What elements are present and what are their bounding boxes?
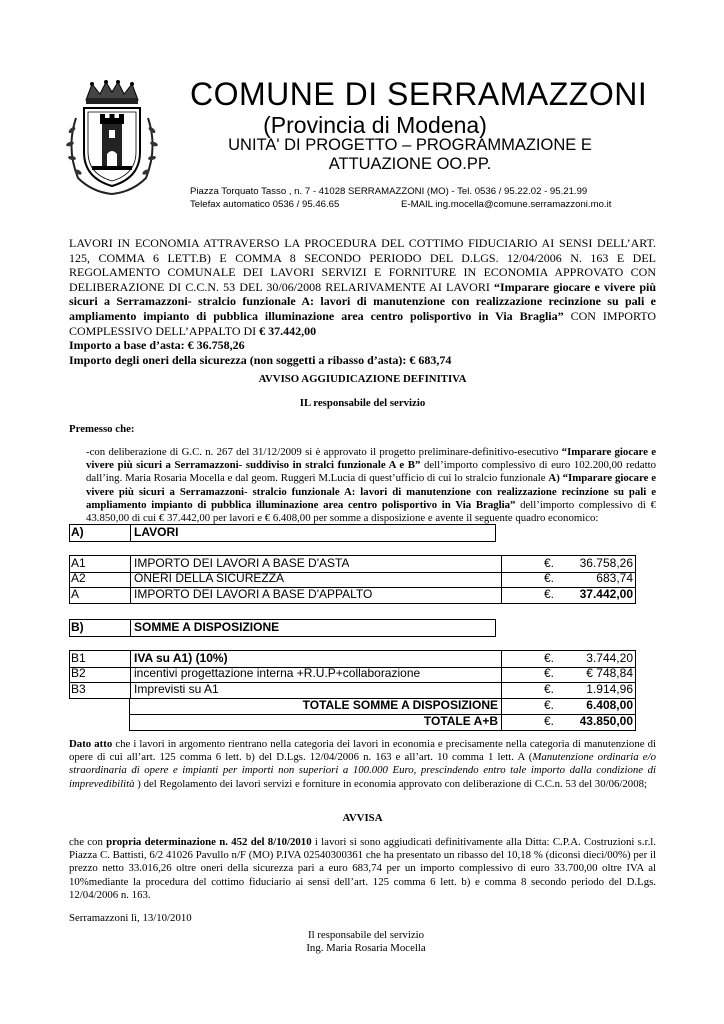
row-code: A2: [71, 571, 86, 585]
premise-project-title: “Imparare giocare e vivere più sicuri a Serramazzoni- suddiviso in stralci funzionale A e B”: [86, 446, 656, 472]
row-currency: €.: [544, 571, 555, 585]
dato-atto-paragraph: [69, 738, 656, 791]
total-somme-amount: 6.408,00: [586, 698, 633, 712]
base-amount-line: Importo a base d’asta: € 36.758,26: [69, 338, 245, 353]
avvisa-determination: propria determinazione n. 452 del 8/10/2010: [106, 836, 312, 848]
row-amount: 683,74: [596, 571, 633, 585]
premise-paragraph: [86, 446, 656, 525]
dato-atto-italic: Manutenzione ordinaria e/o straordinaria di opere e impianti per importi non superiori a 100.000 Euro, prescindendo entro tale importo dalla condizione di imprevedibilità: [69, 751, 656, 790]
row-code: B2: [71, 666, 86, 680]
total-somme-currency: €.: [544, 698, 555, 712]
place-date: Serramazzoni lì, 13/10/2010: [69, 912, 192, 924]
premesso-heading: Premesso che:: [69, 423, 135, 435]
row-currency: €.: [544, 587, 555, 601]
intro-tail: CON IMPORTO COMPLESSIVO DELL’APPALTO DI: [69, 308, 657, 338]
row-description: Imprevisti su A1: [134, 682, 219, 696]
row-code: B1: [71, 651, 86, 665]
contact-line: [190, 199, 612, 210]
intro-project-title: “Imparare giocare e vivere più sicuri a Serramazzoni- stralcio funzionale A: lavori di manutenzione con realizzazione recinzione su pali e ampliamento impianto di pubblica illuminazione area centro polisportivo in Via Braglia”: [69, 279, 656, 323]
municipal-coat-of-arms-tower-icon: [62, 78, 162, 196]
section-a-code: A): [71, 525, 84, 539]
municipality-title: COMUNE DI SERRAMAZZONI: [190, 76, 648, 112]
premise-text-2: dell’importo complessivo di euro 102.200,00 redatto dall’ing. Maria Rosaria Mocella e dal geom. Ruggeri M.Lucia di quest’ufficio di cui lo stralcio funzionale: [86, 459, 656, 485]
row-amount: 1.914,96: [586, 682, 633, 696]
row-currency: €.: [544, 682, 555, 696]
row-amount: 3.744,20: [586, 651, 633, 665]
fax-number: Telefax automatico 0536 / 95.46.65: [190, 199, 340, 210]
row-currency: €.: [544, 556, 555, 570]
signature-role: Il responsabile del servizio: [307, 929, 425, 941]
table-row: [69, 571, 636, 588]
province-subtitle: (Provincia di Modena): [263, 112, 487, 138]
section-b-header: [69, 619, 496, 637]
total-ab-row: [129, 714, 636, 731]
total-somme-label: TOTALE SOMME A DISPOSIZIONE: [302, 698, 498, 712]
department-line-1: UNITA' DI PROGETTO – PROGRAMMAZIONE E: [228, 136, 592, 154]
total-ab-currency: €.: [544, 714, 555, 728]
row-description: ONERI DELLA SICUREZZA: [134, 571, 285, 585]
row-code: B3: [71, 682, 86, 696]
total-ab-label: TOTALE A+B: [423, 714, 498, 728]
section-b-title: SOMME A DISPOSIZIONE: [134, 620, 280, 634]
avvisa-paragraph: [69, 836, 656, 902]
section-b-code: B): [71, 620, 84, 634]
row-description: IMPORTO DEI LAVORI A BASE D'APPALTO: [134, 587, 373, 601]
row-currency: €.: [544, 651, 555, 665]
avvisa-text-2: i lavori si sono aggiudicati definitivamente alla Ditta: C.P.A. Costruzioni s.r.l. Piazza C. Battisti, 6/2 41026 Pavullo n/F (MO) P.IVA 02540300361 che ha presentato un ribasso del 10,18 % (diconsi dieci/00%) per il prezzo netto 33.016,26 oltre oneri della sicurezza pari a euro 683,74 per un importo complessivo di euro 33.700,00 oltre IVA al 10%mediante la procedura del cottimo fiduciario ai sensi dell’art. 125 comma 6 lett. b) e comma 8 secondo periodo del D.Lgs. 12/04/2006 n. 163.: [69, 836, 656, 901]
email-address: E-MAIL ing.mocella@comune.serramazzoni.mo.it: [401, 199, 612, 210]
row-amount: 36.758,26: [579, 556, 633, 570]
dato-atto-text-1: che i lavori in argomento rientrano nella categoria dei lavori in economia e precisamente nella categoria di manutenzione di opere di cui all’art. 125 comma 6 lett. b) del D.Lgs. 12/04/2006 n. 163 e all’art. 10 comma 1 lett. A (: [69, 738, 656, 764]
table-row: [69, 666, 636, 683]
section-a-title: LAVORI: [134, 525, 179, 539]
row-description: IVA su A1) (10%): [134, 651, 228, 665]
section-a-header: [69, 524, 496, 542]
total-ab-amount: 43.850,00: [579, 714, 633, 728]
row-amount: 37.442,00: [579, 587, 633, 601]
row-description: incentivi progettazione interna +R.U.P+collaborazione: [134, 666, 421, 680]
intro-text: LAVORI IN ECONOMIA ATTRAVERSO LA PROCEDURA DEL COTTIMO FIDUCIARIO AI SENSI DELL’ART. 125, COMMA 6 LETT.B) E COMMA 8 SECONDO PERIODO DEL D.LGS. 12/04/2006 N. 163 E DEL REGOLAMENTO COMUNALE DEI LAVORI SERVIZI E FORNITURE IN ECONOMIA APPROVATO CON DELIBERAZIONE DI C.C.N. 53 DEL 30/06/2008 RELARIVAMENTE AI LAVORI: [69, 236, 656, 294]
total-somme-row: [129, 698, 636, 715]
department-line-2: ATTUAZIONE OO.PP.: [328, 155, 492, 173]
premise-stralcio-title: A) “Imparare giocare e vivere più sicuri a Serramazzoni- stralcio funzionale A: lavori di manutenzione con realizzazione recinzione su pali e ampliamento impianto di pubblica illuminazione area centro polisportivo in Via Braglia”: [86, 472, 656, 511]
intro-paragraph: [69, 236, 656, 367]
dato-atto-text-2: ) del Regolamento dei lavori servizi e forniture in economia approvato con deliberazione di C.C.n. 53 del 30/06/2008;: [134, 777, 647, 790]
table-row: [69, 682, 636, 699]
intro-total-amount: € 37.442,00: [259, 323, 317, 338]
row-amount: € 748,84: [586, 666, 633, 680]
row-currency: €.: [544, 666, 555, 680]
row-description: IMPORTO DEI LAVORI A BASE D'ASTA: [134, 556, 350, 570]
premise-text-1: -con deliberazione di G.C. n. 267 del 31/12/2009 si è approvato il progetto preliminare-definitivo-esecutivo: [86, 446, 562, 458]
signature-name: Ing. Maria Rosaria Mocella: [306, 942, 426, 954]
table-row: [69, 587, 636, 604]
avvisa-text-1: che con: [69, 836, 107, 848]
row-code: A1: [71, 556, 86, 570]
premise-text-3: dell’importo complessivo di € 43.850,00 di cui € 37.442,00 per lavori e € 6.408,00 per somme a disposizione e avente il seguente quadro economico:: [86, 498, 656, 525]
address-line: Piazza Torquato Tasso , n. 7 - 41028 SERRAMAZZONI (MO) - Tel. 0536 / 95.22.02 - 95.21.99: [190, 186, 588, 197]
avvisa-title: AVVISA: [342, 812, 383, 824]
row-code: A: [71, 587, 80, 601]
dato-atto-bold: Dato atto: [69, 738, 113, 750]
notice-title: AVVISO AGGIUDICAZIONE DEFINITIVA: [258, 373, 467, 385]
safety-amount-line: Importo degli oneri della sicurezza (non soggetti a ribasso d’asta): € 683,74: [69, 352, 452, 367]
responsible-title: IL responsabile del servizio: [299, 397, 426, 409]
